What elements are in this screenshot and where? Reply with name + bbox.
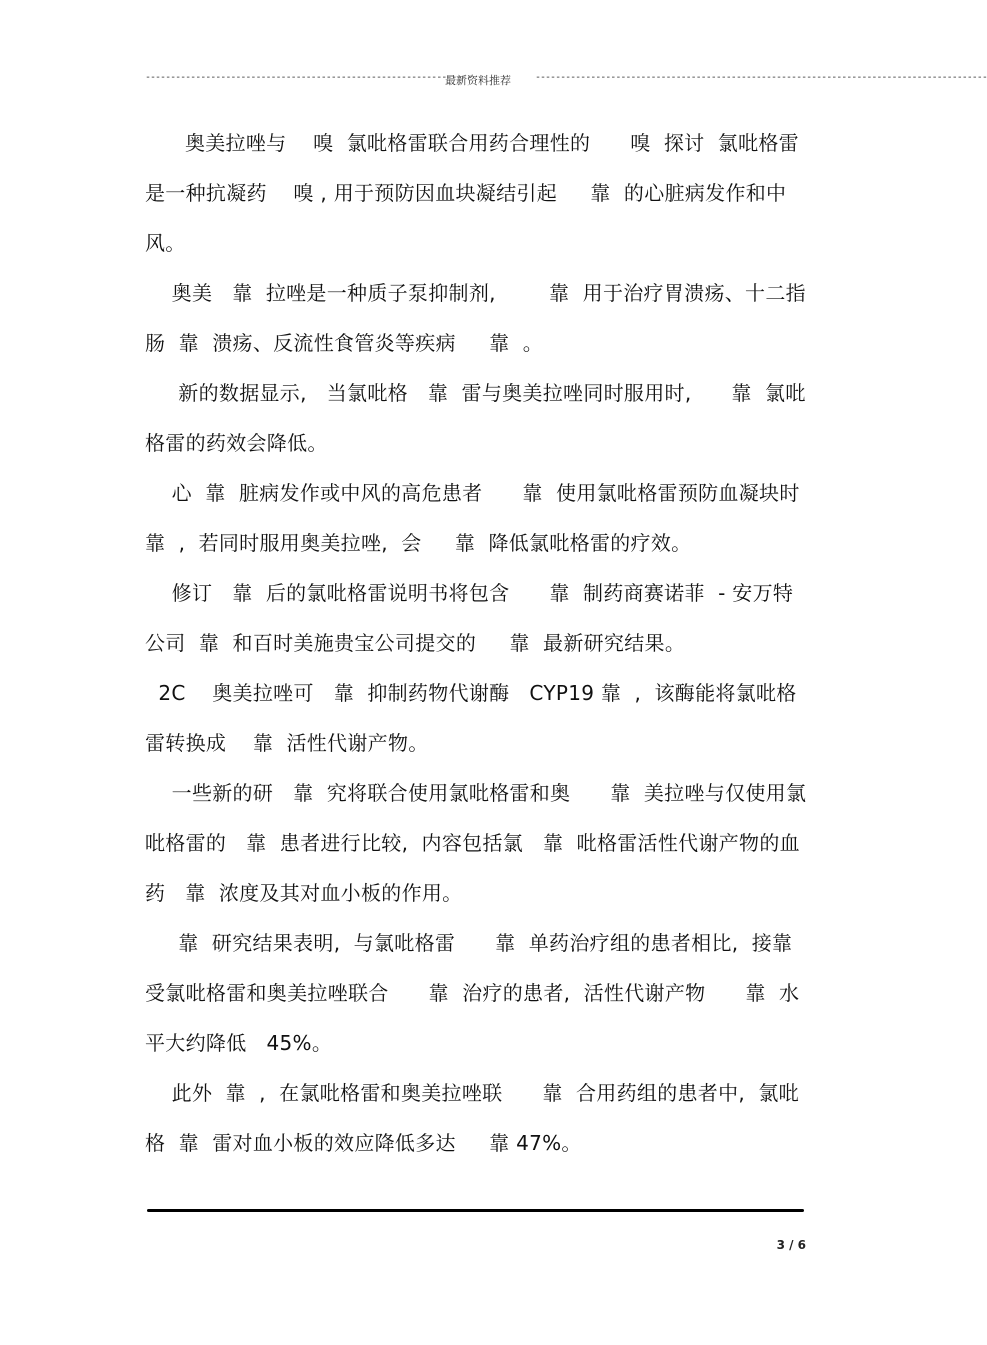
paragraph: 奥美拉唑与 嗅 氯吡格雷联合用药合理性的 嗅 探讨 氯吡格雷是一种抗凝药 嗅 , 用于预防因血块凝结引起 靠 的心脏病发作和中风。 — [145, 131, 799, 255]
footer-divider — [147, 1209, 804, 1212]
paragraph: 一些新的研 靠 究将联合使用氯吡格雷和奥 靠 美拉唑与仅使用氯吡格雷的 靠 患者进行比较, 内容包括氯 靠 吡格雷活性代谢产物的血药 靠 浓度及其对血小板的作用。 — [145, 781, 807, 905]
paragraph: 此外 靠 , 在氯吡格雷和奥美拉唑联 靠 合用药组的患者中, 氯吡格 靠 雷对血小板的效应降低多达 靠 47%。 — [145, 1081, 799, 1155]
page-number: 3 / 6 — [776, 1238, 806, 1252]
paragraph: 新的数据显示, 当氯吡格 靠 雷与奥美拉唑同时服用时, 靠 氯吡格雷的药效会降低。 — [145, 381, 806, 455]
header-title: 最新资料推荐 — [445, 74, 511, 87]
paragraph: 修订 靠 后的氯吡格雷说明书将包含 靠 制药商赛诺菲 - 安万特公司 靠 和百时美施贵宝公司提交的 靠 最新研究结果。 — [145, 581, 794, 655]
paragraph: 靠 研究结果表明, 与氯吡格雷 靠 单药治疗组的患者相比, 接靠 受氯吡格雷和奥美拉唑联合 靠 治疗的患者, 活性代谢产物 靠 水平大约降低 45%。 — [145, 931, 806, 1055]
header-right-rule: ------------------------------------------------------------------------------------------ — [535, 72, 987, 83]
paragraph: 心 靠 脏病发作或中风的高危患者 靠 使用氯吡格雷预防血凝块时 靠 , 若同时服用奥美拉唑, 会 靠 降低氯吡格雷的疗效。 — [145, 481, 813, 555]
paragraph: 奥美 靠 拉唑是一种质子泵抑制剂, 靠 用于治疗胃溃疡、十二指肠 靠 溃疡、反流性食管炎等疾病 靠 。 — [145, 281, 806, 355]
paragraph: 2C 奥美拉唑可 靠 抑制药物代谢酶 CYP19 靠 , 该酶能将氯吡格雷转换成 靠 活性代谢产物。 — [145, 681, 797, 755]
page-header — [145, 72, 987, 90]
header-left-rule: ----------------------------------------------------------------- — [145, 72, 472, 83]
document-body — [145, 118, 813, 1168]
